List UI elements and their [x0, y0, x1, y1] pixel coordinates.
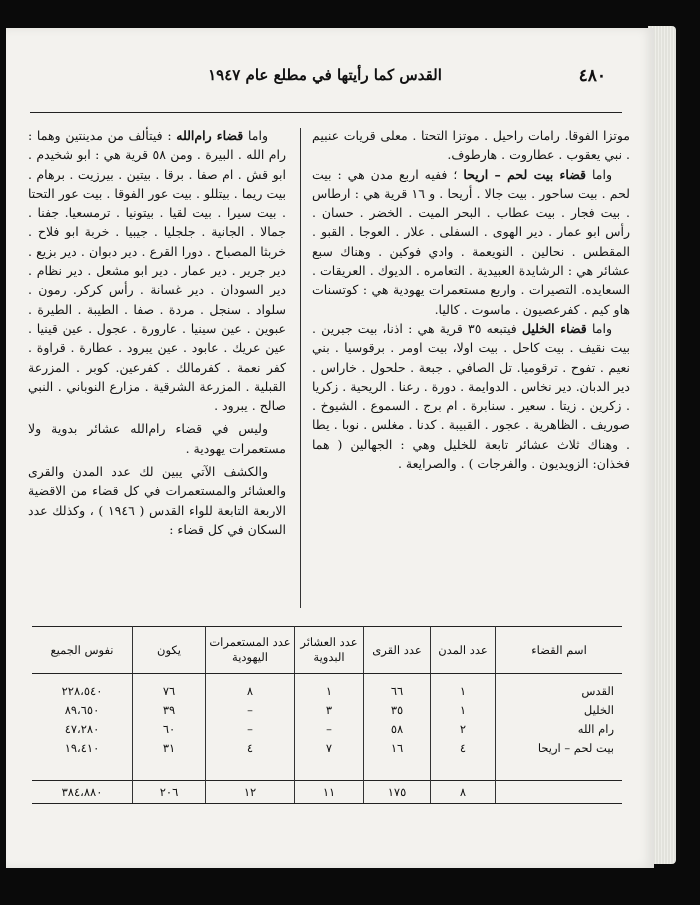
district-statistics-table — [32, 626, 622, 804]
cell-villages: ٣٥ — [364, 701, 431, 720]
cell-arabs: ٦٠ — [133, 720, 206, 739]
header-villages: عدد القرى — [364, 627, 431, 674]
paragraph-bethlehem — [312, 165, 630, 319]
cell-population: ٨٩،٦٥٠ — [64, 703, 100, 717]
cell-population: ١٩،٤١٠ — [64, 741, 100, 755]
table-row — [32, 674, 622, 702]
table-row — [32, 739, 622, 758]
cell-arabs: ٧٦ — [133, 674, 206, 702]
cell-towns: ٢ — [431, 720, 496, 739]
paragraph-no-tribes: وليس في قضاء رام‌الله عشائر بدوية ولا مستعمرات يهودية . — [28, 421, 286, 456]
header-arabs: يكون — [133, 627, 206, 674]
paragraph-ramallah — [28, 126, 286, 415]
table-row — [32, 701, 622, 720]
cell-settlements: – — [206, 720, 295, 739]
cell-towns: ٤ — [431, 739, 496, 758]
cell-settlements: – — [206, 701, 295, 720]
paragraph-table-intro: والكشف الآتي يبين لك عدد المدن والقرى والعشائر والمستعمرات في كل قضاء من الاقضية الاربعة التابعة للواء القدس ( ١٩٤٦ ) ، وكذلك عدد السكان في كل قضاء : — [28, 464, 286, 537]
cell-district: رام الله — [496, 720, 623, 739]
table-header-row — [32, 627, 622, 674]
bethlehem-heading: قضاء بيت لحم – اريحا — [463, 166, 587, 182]
cell-district: القدس — [496, 674, 623, 702]
cell-tribes: – — [295, 720, 364, 739]
cell-tribes: ٧ — [295, 739, 364, 758]
total-tribes: ١١ — [295, 781, 364, 804]
cell-settlements: ٨ — [206, 674, 295, 702]
bethlehem-body: واما قضاء بيت لحم – اريحا ؛ ففيه اربع مدن هي : بيت لحم . بيت ساحور . بيت جالا . أريحا . و ١٦ قرية هي : ارطاس . بيت فجار . بيت عطاب . البحر الميت . الخضر . حسان . رأس ابو عمار . دير الهوى . السفلى . علار . العوجا . القبو . المقطس . نحالين . النويعمة . وادي فوكين . وهناك سبع عشائر هي : الرشايدة العبيدية . التعامره . الديوك . العريقات . السعايده. التصيرات . واربع مستعمرات يهودية هي : كوتسنات هاو كيم . كفرعصيون . ماسوت . كاليا. — [312, 166, 630, 317]
cell-population: ٢٢٨،٥٤٠ — [61, 684, 103, 698]
running-title: القدس كما رأيتها في مطلع عام ١٩٤٧ — [208, 66, 442, 84]
right-column — [312, 126, 630, 473]
total-arabs: ٢٠٦ — [133, 781, 206, 804]
total-population: ٣٨٤،٨٨٠ — [32, 781, 133, 804]
cell-district: الخليل — [496, 701, 623, 720]
total-villages: ١٧٥ — [364, 781, 431, 804]
header-population: نفوس الجميع — [32, 627, 133, 674]
table-spacer-row — [32, 758, 622, 781]
header-towns: عدد المدن — [431, 627, 496, 674]
page-header — [30, 64, 620, 90]
header-tribes: عدد العشائر البدوية — [295, 627, 364, 674]
cell-villages: ١٦ — [364, 739, 431, 758]
cell-villages: ٥٨ — [364, 720, 431, 739]
cell-district — [496, 781, 623, 804]
left-column — [28, 126, 286, 539]
cell-tribes: ١ — [295, 674, 364, 702]
cell-towns: ١ — [431, 701, 496, 720]
ramallah-body: واما قضاء رام‌الله : فيتألف من مدينتين وهما : رام الله . البيرة . ومن ٥٨ قرية هي : ابو شخيدم . ابو قش . ام صفا . برقا . بيتين . بيرزيت . برهام . بيت ريما . بيتللو . بيت عور الفوقا . بيت عور التحتا . بيت سيرا . بيت لقيا . بيتونيا . ترمسعيا. جفنا . جمالا . الجانية . جلجليا . جيبيا . خربة ابو فلاح . خربثا المصباح . دورا القرع . دير دبوان . دير بزيع . دير جرير . دير عمار . دير ابو مشعل . دير نظام . دير السودان . دير غسانة . رأس كركر. رمون . سلواد . سنجل . مردة . صفا . الطيبة . الطيرة . عبوين . عين سينيا . عارورة . عجول . عين قينيا . عين عريك . عابود . عين يبرود . عطارة . قراوة . كفر نعمة . كفرمالك . كفرعين. كوبر . المزرعة القبلية . المزرعة الشرقية . مزارع النوباني . النبي صالح . يبرود . — [28, 128, 286, 414]
cell-arabs: ٣١ — [133, 739, 206, 758]
header-settlements: عدد المستعمرات اليهودية — [206, 627, 295, 674]
cell-district: بيت لحم – اريحا — [496, 739, 623, 758]
cell-towns: ١ — [431, 674, 496, 702]
table-total-row — [32, 781, 622, 804]
total-settlements: ١٢ — [206, 781, 295, 804]
table-row — [32, 720, 622, 739]
cell-villages: ٦٦ — [364, 674, 431, 702]
cell-tribes: ٣ — [295, 701, 364, 720]
ramallah-heading: قضاء رام‌الله — [176, 128, 244, 143]
hebron-body: واما قضاء الخليل فيتبعه ٣٥ قرية هي : اذنا، بيت جبرين . بيت نقيف . بيت كاحل . بيت اولا، بيت اومر . برقوسيا . بني نعيم . تفوح . ترقوميا. تل الصافي . جبعة . حلحول . خاراس . دير الدبان. دير نخاس . الدوايمة . دورة . رعنا . الريحية . زكريا . زكرين . زيتا . سعير . سنابرة . ام برج . السموع . الشيوخ . صوريف . الظاهرية . عجور . القبيبة . كدنا . مغلس . نوبا . يطا . وهناك ثلاث عشائر تابعة للخليل وهي : الجهالين ( هما فخذان: الزويديون . والفرجات ) . والصرايعة . — [312, 320, 630, 472]
header-rule — [30, 112, 622, 113]
header-district: اسم القضاء — [496, 627, 623, 674]
cell-population: ٤٧،٢٨٠ — [64, 722, 100, 736]
hebron-heading: قضاء الخليل — [521, 320, 587, 336]
cell-arabs: ٣٩ — [133, 701, 206, 720]
total-towns: ٨ — [431, 781, 496, 804]
paragraph-hebron — [312, 319, 630, 473]
cell-settlements: ٤ — [206, 739, 295, 758]
paragraph-motza: موتزا الفوقا. رامات راحيل . موتزا التحتا . معلى قريات عنبيم . نبي يعقوب . عطاروت . هارطوف. — [312, 128, 630, 163]
column-divider — [300, 128, 301, 608]
page-number: ٤٨٠ — [578, 66, 606, 86]
